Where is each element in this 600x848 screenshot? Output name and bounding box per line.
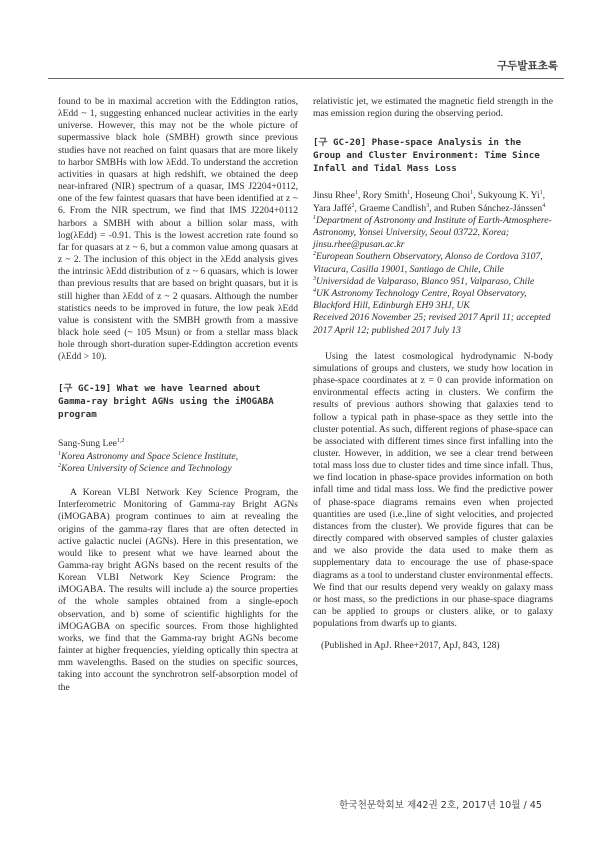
gc19-affiliation-2: $^2$Korea University of Science and Technology: [58, 462, 232, 474]
gc19-abstract: A Korean VLBI Network Key Science Program, the Interferometric Monitoring of Gamma-ray Bright AGNs (iMOGABA) program continues to aim at revealing the origins of the gamma-ray flares that are often detected in active galactic nuclei (AGNs). Here in this presentation, we would like to present what we have learned about the Gamma-ray bright AGNs based on the recent results of the Korean VLBI Network Key Science Program: the iMOGABA. The results will include a) the source properties of the whole samples obtained from a single-epoch observation, and b) some of scientific highlights for the iMOGAGBA on specific sources. From those highlighted works, we find that the Gamma-ray bright AGNs become fainter at higher frequencies, yielding optically thin spectra at mm wavelengths. Based on the studies on specific sources, taking into account the synchrotron self-absorption model of the: [58, 487, 298, 693]
continued-abstract: found to be in maximal accretion with the Eddington ratios, λEdd ~ 1, suggesting enhanced nuclear activities in the early universe. However, this may not be the whole picture of supermassive black hole (SMBH) growth since previous studies have not reached on faint quasars that are more likely to harbor SMBHs with low λEdd. To understand the accretion activities in quasars at high redshift, we obtained the deep near-infrared (NIR) spectrum of a quasar, IMS J2204+0112, one of the few faintest quasars that have been identified at z ~ 6. From the NIR spectrum, we find that IMS J2204+0112 harbors a SMBH with about a billion solar mass, with log(λEdd) = -0.91. This is the lowest accretion rate found so far for quasars at z ~ 6, but a common value among quasars at z ~ 2. The inclusion of this object in the λEdd analysis gives the intrinsic λEdd distribution of z ~ 6 quasars, which is lower than previous results that are based on bright quasars, but it is still higher than λEdd of z ~ 2 quasars. Although the number statistics needs to be improved in future, the low peak λEdd value is consistent with the SMBH growth from a massive black hole seed (~ 105 Msun) or from a stellar mass black hole through short-duration super-Eddington accretion events (λEdd > 10).: [58, 96, 298, 363]
author-sup: 3: [426, 202, 430, 209]
gc20-affiliation-1: $^1$Department of Astronomy and Institute of Earth-Atmosphere-Astronomy, Yonsei University, Seoul 03722, Korea; jinsu.rhee@pusan.ac.kr: [313, 214, 552, 251]
author-name: Sukyoung K. Yi: [477, 190, 540, 202]
author-separator: ,: [354, 202, 360, 214]
gc20-abstract: Using the latest cosmological hydrodynamic N-body simulations of groups and clusters, we study how location in phase-space coordinates at z = 0 can provide information on environmental effects acting in clusters. We confirm the results of previous authors showing that galaxies tend to follow a typical path in phase-space as they settle into the cluster potential. As such, different regions of phase-space can be associated with different times since first infalling into the cluster. However, in addition, we see a clear trend between total mass loss due to cluster tides and time since infall. Thus, we find location in phase-space provides information on both infall time and tidal mass loss. We find the predictive power of phase-space diagrams remains even when projected quantities are used (i.e.,line of sight velocities, and projected distances from the cluster). We provide figures that can be directly compared with observed samples of cluster galaxies and we also provide the data used to make them as supplementary data to encourage the use of phase-space diagrams as a tool to understand cluster environmental effects. We find that our results depend very weakly on galaxy mass or host mass, so the predictions in our phase-space diagrams can be applied to groups or clusters alike, or to galaxy populations from dwarfs up to giants.: [313, 350, 553, 630]
author-sup: 1: [407, 190, 411, 197]
author-sup: 1: [470, 190, 474, 197]
gc19-abstract-continued: relativistic jet, we estimated the magnetic field strength in the mas emission region during the observing period.: [313, 96, 553, 120]
author-sup: 4: [542, 202, 546, 209]
author-name: Rory Smith: [362, 190, 408, 202]
author-sup: 2: [351, 202, 355, 209]
author-name: Yara Jaffé: [313, 202, 352, 214]
author-separator: ,: [542, 190, 546, 202]
author-sup: 1: [539, 190, 543, 197]
author-name: Sang-Sung Lee: [58, 438, 117, 450]
gc20-title: [구 GC-20] Phase-space Analysis in the Group and Cluster Environment: Time Since Infall and Tidal Mass Loss: [313, 137, 540, 175]
gc20-affiliation-2: $^2$European Southern Observatory, Alonso de Cordova 3107, Vitacura, Casilla 19001, Santiago de Chile, Chile: [313, 251, 543, 275]
author-separator: , and: [429, 202, 451, 214]
gc19-title: [구 GC-19] What we have learned about Gamma-ray bright AGNs using the iMOGABA program: [58, 383, 274, 421]
gc20-received: Received 2016 November 25; revised 2017 April 11; accepted 2017 April 12; published 2017 July 13: [313, 312, 551, 336]
right-column: [313, 96, 553, 652]
gc20-authors: [313, 190, 553, 214]
running-header: 구두발표초록: [497, 60, 558, 72]
gc20-affiliations: [313, 215, 553, 313]
gc19-authors: [58, 438, 298, 450]
header-rule: [48, 78, 564, 79]
author-name: Ruben Sánchez-Jánssen: [450, 202, 543, 214]
left-column: [58, 96, 298, 694]
author-sup: 1: [354, 190, 358, 197]
gc20-affiliation-3: $^3$Universidad de Valparaso, Blanco 951, Valparaso, Chile: [313, 275, 535, 287]
author-separator: ,: [473, 190, 478, 202]
author-separator: ,: [357, 190, 363, 202]
author-name: Hoseung Choi: [414, 190, 471, 202]
author-name: Jinsu Rhee: [313, 190, 355, 202]
page-footer: 한국천문학회보 제42권 2호, 2017년 10월 / 45: [339, 800, 542, 811]
gc20-publication-note: (Published in ApJ. Rhee+2017, ApJ, 843, 128): [321, 640, 500, 652]
author-separator: ,: [410, 190, 415, 202]
author-sup: 1,2: [116, 438, 125, 445]
author-name: Graeme Candlish: [359, 202, 427, 214]
gc19-affiliation-1: $^1$Korea Astronomy and Space Science Institute,: [58, 450, 239, 462]
gc20-affiliation-4: $^4$UK Astronomy Technology Centre, Royal Observatory, Blackford Hill, Edinburgh EH9 3HJ, UK: [313, 287, 527, 312]
